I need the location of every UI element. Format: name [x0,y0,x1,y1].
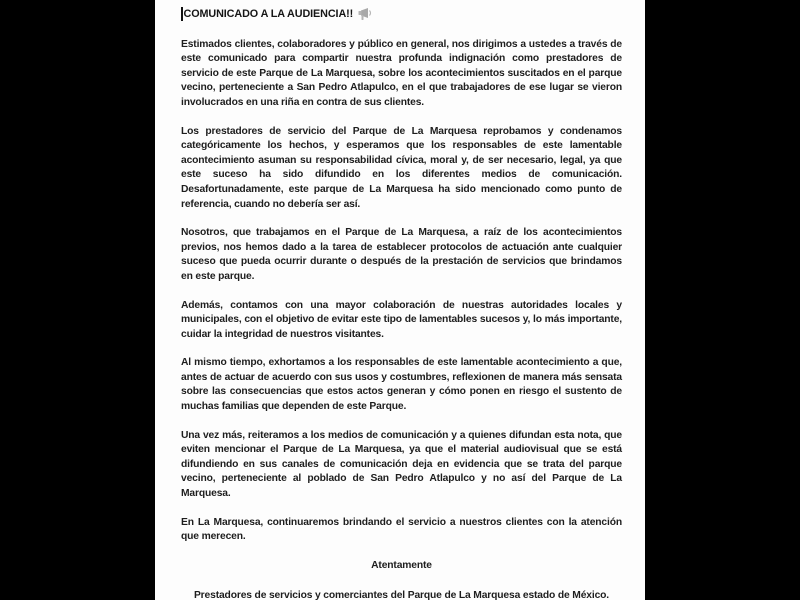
paragraph-media-request: Una vez más, reiteramos a los medios de comunicación y a quienes difundan esta nota, que eviten mencionar el Parque de La Marquesa, ya que el material audiovisual que se está difundiendo en sus canales de comunicación deja en evidencia que se trata del parque vecino, perteneciente al poblado de San Pedro Atlapulco y no así del Parque de La Marquesa. [181,429,622,500]
document-body [181,7,622,600]
paragraph-service-continues: En La Marquesa, continuaremos brindando el servicio a nuestros clientes con la atención que merecen. [181,516,622,543]
document-title-row [181,7,622,22]
document-page [155,0,645,600]
signature-line: Prestadores de servicios y comerciantes del Parque de La Marquesa estado de México. [193,590,610,600]
megaphone-icon [358,8,373,21]
document-title: COMUNICADO A LA AUDIENCIA!! [183,8,354,20]
paragraph-authorities: Además, contamos con una mayor colaboración de nuestras autoridades locales y municipales, con el objetivo de evitar este tipo de lamentables sucesos y, lo más importante, cuidar la integridad de nuestros visitantes. [181,299,622,340]
paragraph-condemnation: Los prestadores de servicio del Parque de La Marquesa reprobamos y condenamos categóricamente los hechos, y esperamos que los responsables de este lamentable acontecimiento asuman su responsabilidad cívica, moral y, de ser necesario, legal, ya que este suceso ha sido difundido en los diferentes medios de comunicación. Desafortunadamente, este parque de La Marquesa ha sido mencionado como punto de referencia, cuando no debería ser así. [181,125,622,210]
paragraph-protocols: Nosotros, que trabajamos en el Parque de La Marquesa, a raíz de los acontecimientos previos, nos hemos dado a la tarea de establecer protocolos de actuación ante cualquier suceso que pueda ocurrir durante o después de la prestación de servicios que brindamos en este parque. [181,227,622,282]
text-cursor [181,7,183,21]
closing-line: Atentamente [371,559,432,571]
paragraph-exhortation: Al mismo tiempo, exhortamos a los responsables de este lamentable acontecimiento a que, antes de actuar de acuerdo con sus usos y costumbres, reflexionen de manera más sensata sobre las consecuencias que estos actos generan y cómo ponen en riesgo el sustento de muchas familias que dependen de este Parque. [181,357,622,413]
paragraph-intro: Estimados clientes, colaboradores y público en general, nos dirigimos a ustedes a través de este comunicado para compartir nuestra profunda indignación como prestadores de servicio de este Parque de La Marquesa, sobre los acontecimientos suscitados en el parque vecino, perteneciente a San Pedro Atlapulco, en el que trabajadores de ese lugar se vieron involucrados en una riña en contra de sus clientes. [181,38,622,108]
